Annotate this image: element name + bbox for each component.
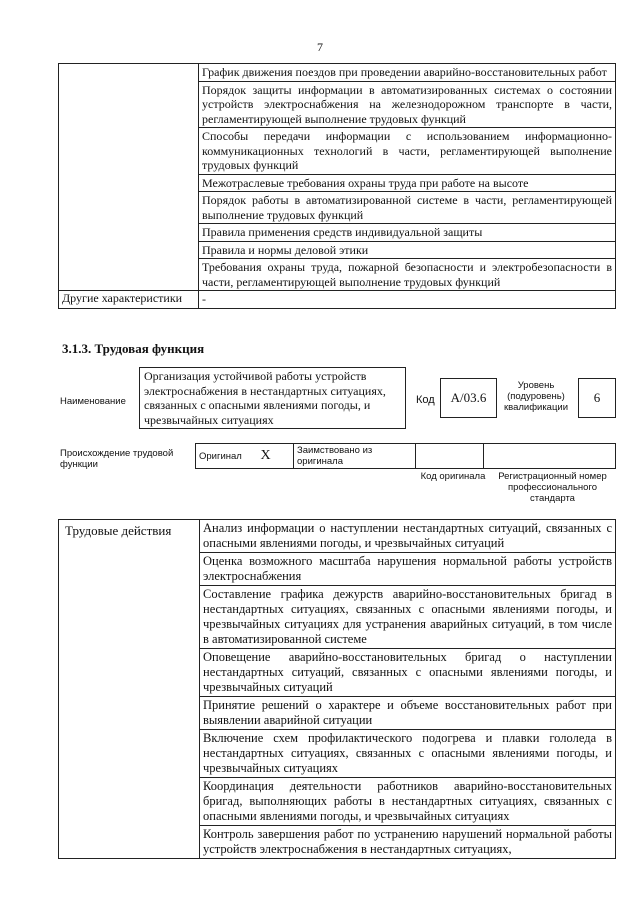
origin-label: Происхождение трудовой функции [60,448,174,470]
labor-action: Принятие решений о характере и объеме восстановительных работ при выявлении аварийной ситуации [200,697,616,730]
code-caption: Код оригинала [420,471,486,482]
registration-number-cell [484,444,616,469]
knowledge-label-cell [59,64,199,291]
knowledge-item: Способы передачи информации с использованием информационно-коммуникационных технологий в части, регламентирующей выполнение трудовых функций [199,128,616,175]
origin-table [195,443,616,469]
code-label: Код [416,394,435,406]
original-label: Оригинал [196,444,258,469]
registration-caption: Регистрационный номер профессионального стандарта [498,471,607,504]
labor-action: Включение схем профилактического подогрева и плавки гололеда в нестандартных ситуациях, связанных с опасными явлениями погоды, и чрезвычайных ситуациях [200,730,616,778]
knowledge-item: Порядок защиты информации в автоматизированных системах о состоянии устройств электроснабжения на железнодорожном транспорте в части, регламентирующей выполнение трудовых функций [199,81,616,128]
labor-actions-label: Трудовые действия [59,520,200,859]
knowledge-item: Правила и нормы деловой этики [199,241,616,259]
page-number: 7 [317,40,323,54]
labor-action: Оценка возможного масштаба нарушения нормальной работы устройств электроснабжения [200,553,616,586]
borrowed-label: Заимствовано из оригинала [294,444,416,469]
other-characteristics-label: Другие характеристики [59,291,199,309]
labor-action: Контроль завершения работ по устранению нарушений нормальной работы устройств электроснабжения в нестандартных ситуациях, [200,826,616,859]
name-label: Наименование [60,396,126,407]
knowledge-item: Порядок работы в автоматизированной системе в части, регламентирующей выполнение трудовых функций [199,192,616,224]
knowledge-item: График движения поездов при проведении аварийно-восстановительных работ [199,64,616,82]
labor-action: Оповещение аварийно-восстановительных бригад о наступлении нестандартных ситуаций, связанных с опасными явлениями погоды, и чрезвычайных ситуаций [200,649,616,697]
original-code-cell [416,444,484,469]
knowledge-item: Правила применения средств индивидуальной защиты [199,224,616,242]
labor-action: Составление графика дежурств аварийно-восстановительных бригад в нестандартных ситуациях, связанных с опасными явлениями погоды, и чрезвычайных ситуациях для устранения аварийных ситуаций, в том числе в автоматизированной системе [200,586,616,649]
other-characteristics-value: - [199,291,616,309]
function-code: А/03.6 [440,378,497,418]
original-mark: X [258,444,294,469]
knowledge-item: Межотраслевые требования охраны труда при работе на высоте [199,174,616,192]
section-title: 3.1.3. Трудовая функция [62,341,205,356]
labor-action: Координация деятельности работников аварийно-восстановительных бригад, выполняющих работы в нестандартных ситуациях, связанных с опасными явлениями погоды, и чрезвычайных ситуациях [200,778,616,826]
knowledge-item: Требования охраны труда, пожарной безопасности и электробезопасности в части, регламентирующей выполнение трудовых функций [199,259,616,291]
level-label: Уровень (подуровень) квалификации [503,380,569,413]
labor-action: Анализ информации о наступлении нестандартных ситуаций, связанных с опасными явлениями погоды, и чрезвычайных ситуаций [200,520,616,553]
function-name: Организация устойчивой работы устройств электроснабжения в нестандартных ситуациях, связанных с опасными явлениями погоды, и чрезвычайных ситуациях [139,367,406,429]
qualification-level: 6 [578,378,616,418]
labor-actions-table [58,519,616,859]
knowledge-table [58,63,616,309]
